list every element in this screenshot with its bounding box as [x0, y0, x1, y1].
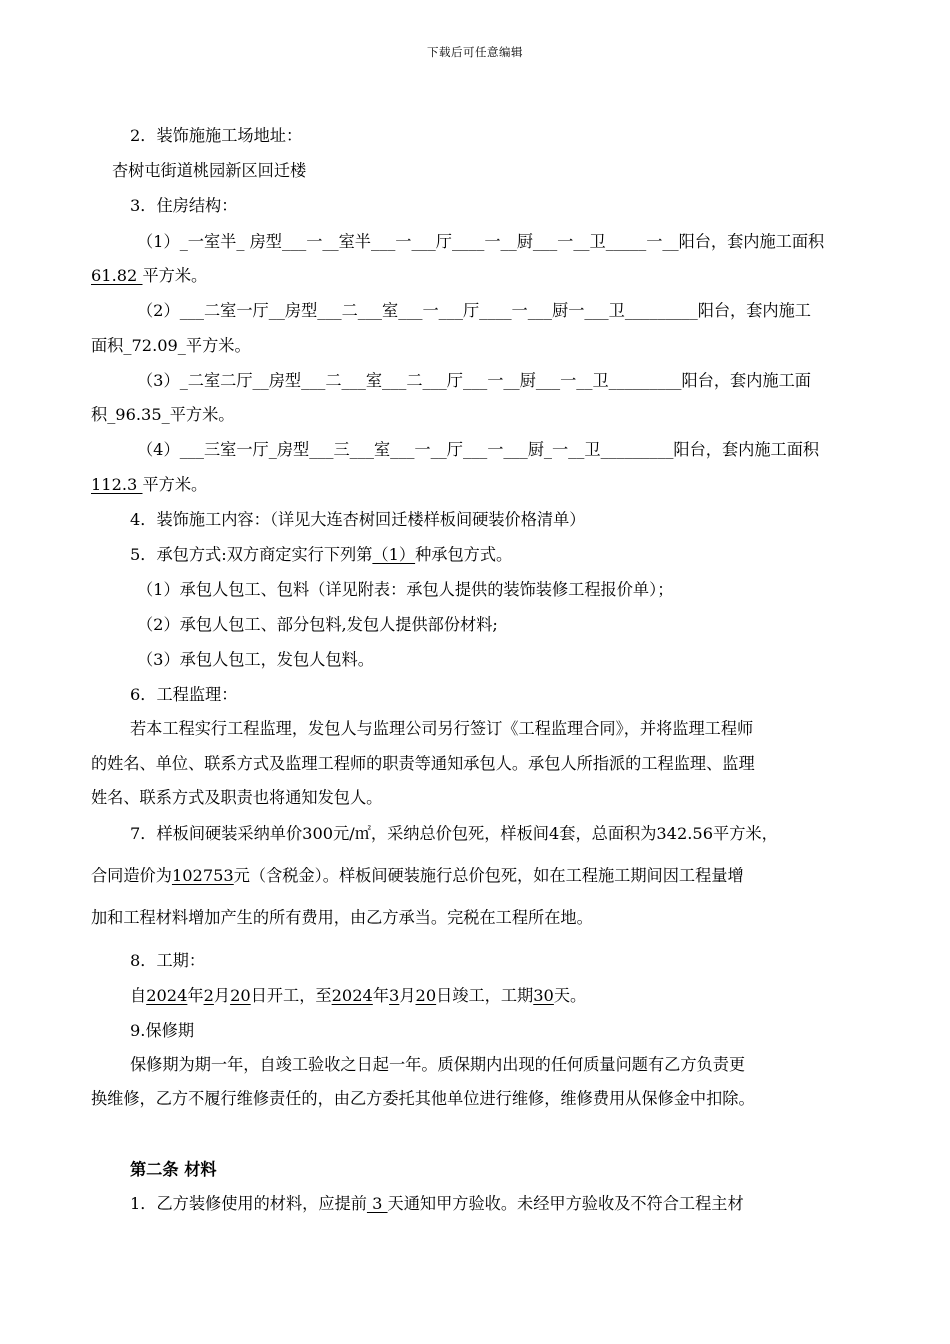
article-2-title: 第二条 材料 [130, 1160, 217, 1179]
site-label: 2．装饰施施工场地址： [130, 126, 303, 145]
contract-option-2: （2）承包人包工、部分包料,发包人提供部份材料; [137, 615, 498, 634]
structure-label: 3．住房结构： [130, 196, 238, 215]
room-4-area: 112.3 平方米。 [91, 475, 208, 494]
room-1-area-value: 61.82 [91, 266, 143, 285]
price-line-3: 加和工程材料增加产生的所有费用，由乙方承当。完税在工程所在地。 [91, 908, 593, 927]
supervision-label: 6．工程监理： [130, 685, 238, 704]
room-3-area: 积_96.35_平方米。 [91, 405, 235, 424]
room-2-line: （2）___二室一厅__房型___二___室___一___厅____一___厨一___卫_________阳台，套内施工 [137, 301, 811, 320]
supervision-p2: 的姓名、单位、联系方式及监理工程师的职责等通知承包人。承包人所指派的工程监理、监理 [91, 754, 755, 773]
article-2-line-1: 1．乙方装修使用的材料，应提前 3 天通知甲方验收。未经甲方验收及不符合工程主材 [130, 1194, 744, 1213]
room-2-area: 面积_72.09_平方米。 [91, 336, 251, 355]
content-line: 4．装饰施工内容：（详见大连杏树回迁楼样板间硬装价格清单） [130, 510, 586, 529]
contract-option-1: （1）承包人包工、包料（详见附表：承包人提供的装饰装修工程报价单）； [137, 580, 674, 599]
contract-price-value: 102753 [171, 866, 234, 885]
warranty-p1: 保修期为期一年，自竣工验收之日起一年。质保期内出现的任何质量问题有乙方负责更 [130, 1055, 746, 1074]
period-label: 8．工期： [130, 951, 206, 970]
price-line-1: 7．样板间硬装采纳单价300元/㎡，采纳总价包死，样板间4套，总面积为342.56平方米， [130, 824, 778, 843]
notice-days: 3 [366, 1194, 388, 1213]
room-2-area-value: _72.09_ [123, 336, 186, 355]
supervision-p3: 姓名、联系方式及职责也将通知发包人。 [91, 788, 383, 807]
period-line: 自2024年2月20日开工，至2024年3月20日竣工，工期30天。 [130, 986, 587, 1005]
room-1-line: （1）_一室半_ 房型___一__室半___一___厅____一__厨___一__卫_____一__阳台，套内施工面积 [137, 232, 825, 251]
room-4-line: （4）___三室一厅_房型___三___室___一__厅___一___厨_一__卫_________阳台，套内施工面积 [137, 440, 820, 459]
room-4-area-value: 112.3 [91, 475, 143, 494]
page-header: 下载后可任意编辑 [427, 45, 523, 59]
contract-line: 5．承包方式:双方商定实行下列第（1）种承包方式。 [130, 545, 513, 564]
warranty-label: 9.保修期 [130, 1021, 195, 1040]
room-3-line: （3）_二室二厅__房型___二___室___二___厅___一__厨___一__卫_________阳台，套内施工面 [137, 371, 811, 390]
room-3-area-value: _96.35_ [107, 405, 170, 424]
contract-choice: （1） [372, 545, 416, 564]
room-1-area: 61.82 平方米。 [91, 266, 208, 285]
contract-option-3: （3）承包人包工，发包人包料。 [137, 650, 374, 669]
site-address: 杏树屯街道桃园新区回迁楼 [112, 161, 307, 180]
warranty-p2: 换维修，乙方不履行维修责任的，由乙方委托其他单位进行维修，维修费用从保修金中扣除。 [91, 1089, 755, 1108]
supervision-p1: 若本工程实行工程监理，发包人与监理公司另行签订《工程监理合同》，并将监理工程师 [130, 719, 754, 738]
price-line-2: 合同造价为102753元（含税金）。样板间硬装施行总价包死，如在工程施工期间因工程量增 [91, 866, 744, 885]
